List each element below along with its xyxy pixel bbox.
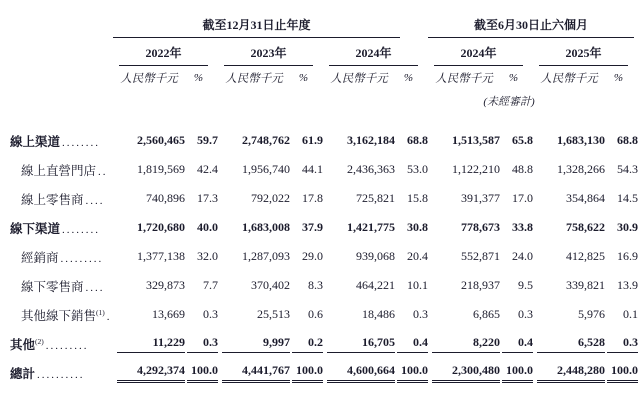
amount-value: 758,622 bbox=[566, 220, 605, 234]
amount-cell bbox=[428, 220, 500, 235]
percent-value: 0.3 bbox=[413, 307, 428, 321]
amount-value: 2,436,363 bbox=[347, 162, 395, 176]
percent-cell bbox=[290, 220, 323, 235]
row-label-text: 線下零售商 bbox=[21, 279, 84, 294]
amount-cell bbox=[533, 278, 605, 293]
amount-value: 1,819,569 bbox=[137, 162, 185, 176]
amount-value: 329,873 bbox=[146, 278, 185, 292]
year-header-2023: 2023年 bbox=[224, 44, 313, 66]
amount-value: 4,292,374 bbox=[117, 363, 185, 383]
percent-cell bbox=[500, 191, 533, 206]
amount-cell bbox=[323, 191, 395, 206]
amount-value: 1,328,266 bbox=[557, 162, 605, 176]
percent-value: 7.7 bbox=[203, 278, 218, 292]
percent-cell bbox=[500, 335, 533, 353]
table-body bbox=[10, 126, 638, 387]
amount-cell bbox=[218, 220, 290, 235]
percent-value: 29.0 bbox=[302, 249, 323, 263]
unit-header-row bbox=[10, 66, 638, 90]
percent-cell bbox=[290, 278, 323, 293]
year-header-2024: 2024年 bbox=[329, 44, 418, 66]
amount-value: 8,220 bbox=[432, 335, 500, 353]
percent-cell bbox=[605, 249, 638, 264]
percent-cell bbox=[395, 220, 428, 235]
amount-value: 391,377 bbox=[461, 191, 500, 205]
percent-value: 24.0 bbox=[512, 249, 533, 263]
row-label bbox=[10, 364, 113, 382]
percent-cell bbox=[290, 307, 323, 322]
amount-cell bbox=[428, 363, 500, 383]
percent-value: 59.7 bbox=[197, 133, 218, 147]
row-label-text: 線上直營門店 bbox=[21, 163, 97, 178]
amount-cell bbox=[533, 133, 605, 148]
amount-cell bbox=[218, 278, 290, 293]
percent-value: 0.2 bbox=[292, 335, 323, 353]
period-span-row bbox=[10, 8, 638, 38]
amount-cell bbox=[533, 363, 605, 383]
percent-value: 44.1 bbox=[302, 162, 323, 176]
year-header-row bbox=[10, 38, 638, 66]
table-row bbox=[10, 242, 638, 271]
percent-cell bbox=[395, 191, 428, 206]
amount-cell bbox=[218, 191, 290, 206]
amount-value: 4,441,767 bbox=[222, 363, 290, 383]
amount-cell bbox=[218, 162, 290, 177]
amount-value: 218,937 bbox=[461, 278, 500, 292]
percent-cell bbox=[605, 191, 638, 206]
percent-value: 40.0 bbox=[197, 220, 218, 234]
amount-value: 1,720,680 bbox=[137, 220, 185, 234]
amount-value: 1,377,138 bbox=[137, 249, 185, 263]
annual-period-header: 截至12月31日止年度 bbox=[113, 16, 400, 38]
percent-cell bbox=[605, 278, 638, 293]
percent-cell bbox=[290, 249, 323, 264]
amount-cell bbox=[533, 220, 605, 235]
table-row bbox=[10, 126, 638, 155]
footnote-marker: (1) bbox=[96, 307, 105, 317]
percent-value: 30.9 bbox=[617, 220, 638, 234]
year-header-2025-interim: 2025年 bbox=[539, 44, 628, 66]
percent-value: 10.1 bbox=[407, 278, 428, 292]
table-row bbox=[10, 271, 638, 300]
percent-label: % bbox=[193, 72, 204, 84]
amount-value: 1,683,130 bbox=[557, 133, 605, 147]
percent-value: 15.8 bbox=[407, 191, 428, 205]
percent-cell bbox=[500, 220, 533, 235]
row-label bbox=[10, 161, 113, 179]
amount-cell bbox=[113, 191, 185, 206]
table-row bbox=[10, 184, 638, 213]
amount-cell bbox=[218, 133, 290, 148]
row-label bbox=[10, 335, 113, 353]
amount-cell bbox=[428, 249, 500, 264]
percent-cell bbox=[395, 363, 428, 383]
amount-cell bbox=[218, 249, 290, 264]
percent-label: % bbox=[403, 72, 414, 84]
percent-cell bbox=[500, 307, 533, 322]
unit-label: 人民幣千元 bbox=[540, 73, 598, 85]
amount-cell bbox=[428, 133, 500, 148]
amount-value: 464,221 bbox=[356, 278, 395, 292]
amount-cell bbox=[113, 162, 185, 177]
row-label-text: 經銷商 bbox=[21, 250, 59, 265]
percent-value: 37.9 bbox=[302, 220, 323, 234]
dot-leader: ......... bbox=[45, 339, 89, 352]
amount-value: 2,448,280 bbox=[537, 363, 605, 383]
amount-value: 725,821 bbox=[356, 191, 395, 205]
amount-cell bbox=[533, 162, 605, 177]
amount-cell bbox=[323, 220, 395, 235]
percent-cell bbox=[185, 220, 218, 235]
amount-value: 11,229 bbox=[117, 335, 185, 353]
percent-cell bbox=[185, 363, 218, 383]
percent-value: 0.3 bbox=[187, 335, 218, 353]
amount-cell bbox=[533, 191, 605, 206]
percent-cell bbox=[185, 162, 218, 177]
amount-cell bbox=[323, 307, 395, 322]
percent-value: 100.0 bbox=[607, 363, 638, 383]
percent-value: 68.8 bbox=[407, 133, 428, 147]
percent-value: 9.5 bbox=[518, 278, 533, 292]
amount-cell bbox=[428, 307, 500, 322]
amount-value: 4,600,664 bbox=[327, 363, 395, 383]
row-label-text: 總計 bbox=[10, 366, 36, 381]
percent-cell bbox=[500, 162, 533, 177]
amount-cell bbox=[323, 133, 395, 148]
amount-cell bbox=[113, 278, 185, 293]
percent-label: % bbox=[508, 72, 519, 84]
percent-cell bbox=[395, 335, 428, 353]
amount-value: 778,673 bbox=[461, 220, 500, 234]
dot-leader: .... bbox=[85, 194, 105, 207]
amount-cell bbox=[323, 162, 395, 177]
percent-cell bbox=[605, 335, 638, 353]
amount-cell bbox=[428, 162, 500, 177]
table-row bbox=[10, 213, 638, 242]
amount-cell bbox=[533, 307, 605, 322]
footnote-marker: (2) bbox=[35, 336, 44, 346]
percent-value: 8.3 bbox=[308, 278, 323, 292]
dot-leader: . bbox=[106, 310, 112, 323]
amount-cell bbox=[323, 363, 395, 383]
amount-value: 939,068 bbox=[356, 249, 395, 263]
percent-value: 68.8 bbox=[617, 133, 638, 147]
table-row bbox=[10, 329, 638, 358]
percent-cell bbox=[290, 191, 323, 206]
percent-value: 0.3 bbox=[607, 335, 638, 353]
amount-cell bbox=[323, 335, 395, 353]
amount-value: 6,865 bbox=[473, 307, 500, 321]
amount-value: 552,871 bbox=[461, 249, 500, 263]
percent-value: 61.9 bbox=[302, 133, 323, 147]
amount-value: 1,683,008 bbox=[242, 220, 290, 234]
amount-cell bbox=[113, 363, 185, 383]
percent-value: 0.4 bbox=[397, 335, 428, 353]
percent-cell bbox=[500, 278, 533, 293]
percent-value: 13.9 bbox=[617, 278, 638, 292]
amount-cell bbox=[428, 278, 500, 293]
percent-cell bbox=[500, 133, 533, 148]
row-label-text: 其他線下銷售 bbox=[21, 308, 97, 323]
amount-value: 1,287,093 bbox=[242, 249, 290, 263]
interim-period-header: 截至6月30日止六個月 bbox=[428, 16, 634, 38]
percent-value: 65.8 bbox=[512, 133, 533, 147]
amount-value: 339,821 bbox=[566, 278, 605, 292]
percent-cell bbox=[185, 278, 218, 293]
percent-value: 0.3 bbox=[203, 307, 218, 321]
amount-cell bbox=[533, 249, 605, 264]
unit-label: 人民幣千元 bbox=[225, 73, 283, 85]
row-label-text: 其他 bbox=[10, 337, 36, 352]
percent-value: 0.4 bbox=[502, 335, 533, 353]
percent-cell bbox=[395, 133, 428, 148]
percent-value: 54.3 bbox=[617, 162, 638, 176]
dot-leader: ......... bbox=[60, 252, 104, 265]
percent-cell bbox=[605, 133, 638, 148]
amount-cell bbox=[323, 278, 395, 293]
percent-value: 100.0 bbox=[502, 363, 533, 383]
percent-label: % bbox=[298, 72, 309, 84]
table-row bbox=[10, 155, 638, 184]
percent-value: 0.3 bbox=[518, 307, 533, 321]
amount-value: 1,122,210 bbox=[452, 162, 500, 176]
percent-value: 100.0 bbox=[397, 363, 428, 383]
percent-value: 14.5 bbox=[617, 191, 638, 205]
amount-cell bbox=[113, 307, 185, 322]
percent-value: 16.9 bbox=[617, 249, 638, 263]
row-label-text: 線上渠道 bbox=[10, 134, 61, 149]
amount-value: 5,976 bbox=[578, 307, 605, 321]
percent-value: 0.6 bbox=[308, 307, 323, 321]
amount-value: 1,956,740 bbox=[242, 162, 290, 176]
unit-label: 人民幣千元 bbox=[120, 73, 178, 85]
dot-leader: .. bbox=[98, 165, 108, 178]
percent-value: 30.8 bbox=[407, 220, 428, 234]
amount-value: 354,864 bbox=[566, 191, 605, 205]
percent-cell bbox=[605, 363, 638, 383]
table-row bbox=[10, 358, 638, 387]
amount-cell bbox=[218, 363, 290, 383]
row-label bbox=[10, 277, 113, 295]
percent-cell bbox=[605, 307, 638, 322]
amount-cell bbox=[113, 249, 185, 264]
percent-value: 17.0 bbox=[512, 191, 533, 205]
unit-label: 人民幣千元 bbox=[330, 73, 388, 85]
percent-cell bbox=[500, 249, 533, 264]
percent-cell bbox=[395, 278, 428, 293]
amount-cell bbox=[323, 249, 395, 264]
amount-cell bbox=[113, 133, 185, 148]
amount-cell bbox=[428, 335, 500, 353]
amount-value: 25,513 bbox=[257, 307, 290, 321]
row-label bbox=[10, 248, 113, 266]
percent-cell bbox=[290, 133, 323, 148]
percent-cell bbox=[185, 335, 218, 353]
unaudited-note: (未經審計) bbox=[483, 96, 535, 108]
amount-value: 1,513,587 bbox=[452, 133, 500, 147]
amount-value: 3,162,184 bbox=[347, 133, 395, 147]
amount-value: 1,421,775 bbox=[347, 220, 395, 234]
dot-leader: .... bbox=[85, 281, 105, 294]
percent-cell bbox=[185, 249, 218, 264]
amount-cell bbox=[113, 335, 185, 353]
dot-leader: ........ bbox=[62, 223, 101, 236]
percent-cell bbox=[395, 162, 428, 177]
percent-label: % bbox=[613, 72, 624, 84]
percent-value: 53.0 bbox=[407, 162, 428, 176]
amount-value: 2,560,465 bbox=[137, 133, 185, 147]
row-label bbox=[10, 306, 113, 324]
row-label bbox=[10, 132, 113, 150]
percent-cell bbox=[605, 162, 638, 177]
amount-value: 9,997 bbox=[222, 335, 290, 353]
percent-value: 20.4 bbox=[407, 249, 428, 263]
row-label bbox=[10, 190, 113, 208]
amount-value: 412,825 bbox=[566, 249, 605, 263]
amount-cell bbox=[113, 220, 185, 235]
percent-cell bbox=[395, 307, 428, 322]
year-header-2022: 2022年 bbox=[119, 44, 208, 66]
percent-cell bbox=[185, 191, 218, 206]
row-label bbox=[10, 219, 113, 237]
table-row bbox=[10, 300, 638, 329]
percent-cell bbox=[185, 133, 218, 148]
amount-value: 13,669 bbox=[152, 307, 185, 321]
percent-value: 100.0 bbox=[187, 363, 218, 383]
percent-value: 32.0 bbox=[197, 249, 218, 263]
percent-cell bbox=[395, 249, 428, 264]
percent-value: 17.8 bbox=[302, 191, 323, 205]
amount-value: 792,022 bbox=[251, 191, 290, 205]
percent-cell bbox=[290, 162, 323, 177]
row-label-text: 線上零售商 bbox=[21, 192, 84, 207]
amount-cell bbox=[218, 307, 290, 322]
amount-value: 2,300,480 bbox=[432, 363, 500, 383]
dot-leader: ........ bbox=[62, 136, 101, 149]
amount-cell bbox=[533, 335, 605, 353]
percent-cell bbox=[605, 220, 638, 235]
amount-value: 18,486 bbox=[362, 307, 395, 321]
percent-value: 0.1 bbox=[623, 307, 638, 321]
percent-cell bbox=[290, 363, 323, 383]
amount-value: 16,705 bbox=[327, 335, 395, 353]
row-label-text: 線下渠道 bbox=[10, 221, 61, 236]
amount-value: 740,896 bbox=[146, 191, 185, 205]
percent-value: 48.8 bbox=[512, 162, 533, 176]
unit-label: 人民幣千元 bbox=[435, 73, 493, 85]
percent-value: 100.0 bbox=[292, 363, 323, 383]
unaudited-note-row bbox=[10, 90, 638, 112]
percent-value: 33.8 bbox=[512, 220, 533, 234]
percent-value: 42.4 bbox=[197, 162, 218, 176]
amount-cell bbox=[428, 191, 500, 206]
percent-cell bbox=[290, 335, 323, 353]
year-header-2024-interim: 2024年 bbox=[434, 44, 523, 66]
dot-leader: .......... bbox=[37, 368, 85, 381]
amount-value: 2,748,762 bbox=[242, 133, 290, 147]
amount-value: 6,528 bbox=[537, 335, 605, 353]
percent-value: 17.3 bbox=[197, 191, 218, 205]
amount-value: 370,402 bbox=[251, 278, 290, 292]
percent-cell bbox=[500, 363, 533, 383]
amount-cell bbox=[218, 335, 290, 353]
percent-cell bbox=[185, 307, 218, 322]
